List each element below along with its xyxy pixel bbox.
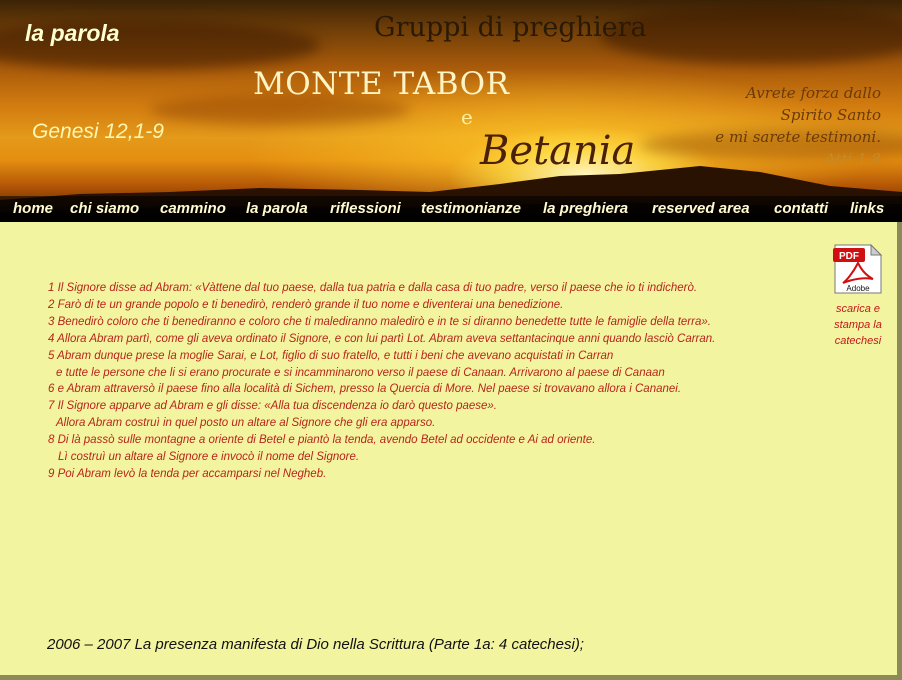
page-subtitle: Genesi 12,1-9	[32, 120, 164, 143]
verse-line: 8 Di là passò sulle montagne a oriente di Betel e piantò la tenda, avendo Betel ad occidente e Ai ad oriente.	[48, 434, 596, 447]
verse-line: e tutte le persone che li si erano procurate e si incamminarono verso il paese di Canaan. Arrivarono al paese di Canaan	[56, 366, 665, 379]
nav-contatti[interactable]: contatti	[774, 200, 829, 217]
verse-line: Lì costruì un altare al Signore e invocò il nome del Signore.	[58, 451, 360, 464]
pdf-adobe-icon[interactable]	[831, 243, 885, 295]
nav-la-preghiera[interactable]: la preghiera	[543, 200, 629, 217]
nav-links[interactable]: links	[850, 200, 885, 217]
verse-line: 6 e Abram attraversò il paese fino alla località di Sichem, presso la Quercia di More. Nel paese si trovavano allora i Cananei.	[48, 383, 682, 396]
header-banner	[0, 0, 902, 222]
verse-line: 4 Allora Abram partì, come gli aveva ordinato il Signore, e con lui partì Lot. Abram aveva settantacinque anni quando lasciò Carran.	[48, 332, 716, 345]
nav-reserved-area[interactable]: reserved area	[652, 200, 750, 217]
header-quote	[715, 82, 881, 170]
nav-riflessioni[interactable]: riflessioni	[330, 200, 401, 217]
site-title-conjunction: e	[461, 105, 473, 129]
site-title: Gruppi di preghiera	[374, 12, 647, 43]
verse-line: Allora Abram costruì in quel posto un altare al Signore che gli era apparso.	[56, 417, 436, 430]
verse-line: 9 Poi Abram levò la tenda per accamparsi nel Negheb.	[48, 467, 327, 480]
pdf-brand: Adobe	[846, 284, 870, 293]
download-catechesis-link[interactable]	[820, 301, 896, 349]
nav-home[interactable]: home	[13, 200, 54, 217]
caption-line: catechesi	[834, 335, 882, 347]
verse-line: 2 Farò di te un grande popolo e ti benedirò, renderò grande il tuo nome e diventerai una benedizione.	[48, 298, 564, 311]
site-title-betania: Betania	[480, 128, 636, 174]
quote-line: Avrete forza dallo	[746, 84, 881, 102]
site-title-monte-tabor: MONTE TABOR	[253, 66, 510, 102]
verse-line: 5 Abram dunque prese la moglie Sarai, e Lot, figlio di suo fratello, e tutti i beni che avevano acquistati in Carran	[48, 349, 614, 362]
nav-testimonianze[interactable]: testimonianze	[421, 200, 522, 217]
quote-reference: Atti 1,8	[824, 150, 881, 168]
frame-right	[897, 222, 902, 680]
nav-chi-siamo[interactable]: chi siamo	[70, 200, 140, 217]
site-brand[interactable]: la parola	[25, 20, 120, 46]
nav-cammino[interactable]: cammino	[160, 200, 226, 217]
verse-line: 7 Il Signore apparve ad Abram e gli disse: «Alla tua discendenza io darò questo paese».	[48, 400, 497, 413]
quote-line: Spirito Santo	[780, 106, 881, 124]
quote-line: e mi sarete testimoni.	[715, 128, 881, 146]
catechesis-series-title: 2006 – 2007 La presenza manifesta di Dio nella Scrittura (Parte 1a: 4 catechesi);	[47, 636, 584, 653]
scripture-passage	[48, 280, 828, 483]
caption-line: stampa la	[834, 319, 882, 331]
verse-line: 1 Il Signore disse ad Abram: «Vàttene dal tuo paese, dalla tua patria e dalla casa di tuo padre, verso il paese che io ti indicherò.	[48, 282, 698, 294]
caption-line: scarica e	[835, 303, 881, 315]
verse-line: 3 Benedirò coloro che ti benediranno e coloro che ti malediranno maledirò e in te si diranno benedette tutte le famiglie della terra».	[48, 315, 711, 328]
nav-la-parola[interactable]: la parola	[246, 200, 308, 217]
main-nav	[0, 196, 902, 222]
pdf-label: PDF	[839, 251, 859, 262]
frame-bottom	[0, 675, 902, 680]
